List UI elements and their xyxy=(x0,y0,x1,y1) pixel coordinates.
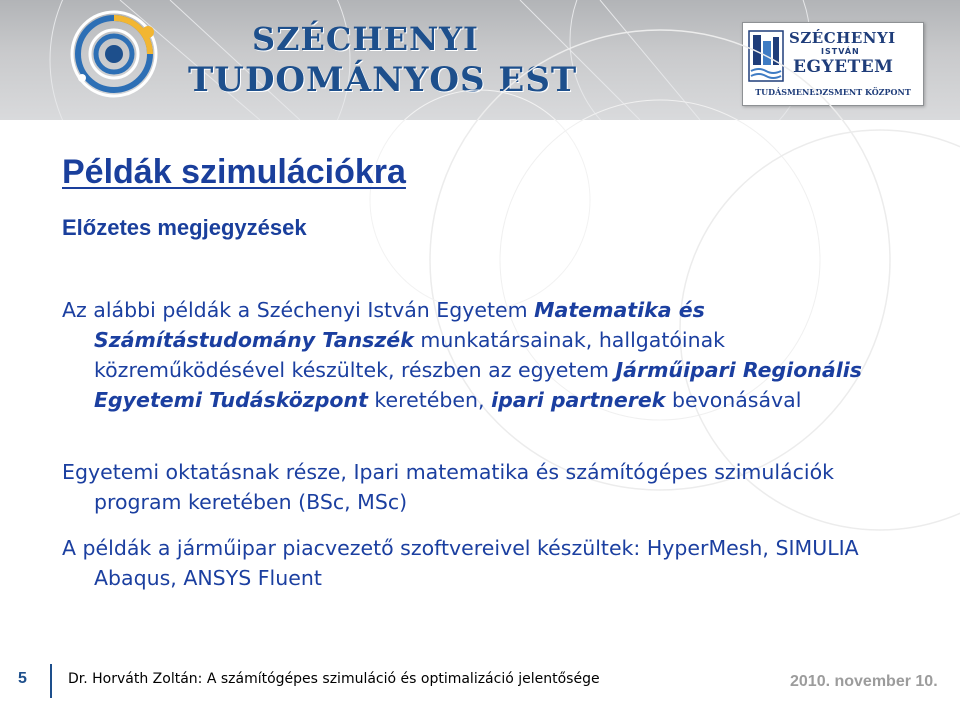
intro-text-3: keretében, xyxy=(367,388,492,412)
paragraph-intro xyxy=(62,295,902,415)
university-name-top: SZÉCHENYI xyxy=(789,29,896,47)
brand-title-line2: TUDOMÁNYOS EST xyxy=(188,60,578,100)
page-number: 5 xyxy=(18,670,27,687)
paragraph-software xyxy=(62,533,902,593)
intro-text-4: bevonásával xyxy=(665,388,802,412)
university-name-bottom: EGYETEM xyxy=(793,57,894,77)
university-subtitle: TUDÁSMENEDZSMENT KÖZPONT xyxy=(755,87,911,97)
slide-title: Példák szimulációkra xyxy=(62,153,406,191)
footer-presenter: Dr. Horváth Zoltán: A számítógépes szimuláció és optimalizáció jelentősége xyxy=(68,671,600,687)
university-emblem-icon xyxy=(747,29,785,83)
paragraph-education xyxy=(62,457,902,517)
software-text: A példák a járműipar piacvezető szoftvereivel készültek: HyperMesh, SIMULIA Abaqus, ANSYS Fluent xyxy=(62,536,859,590)
tudomanyos-est-logo-icon xyxy=(66,4,166,104)
slide-header xyxy=(0,0,960,120)
brand-title-line1: SZÉCHENYI xyxy=(252,20,480,58)
footer-date: 2010. november 10. xyxy=(790,673,938,690)
footer-divider xyxy=(50,664,52,698)
intro-text-2: munkatársainak, hallgatóinak közreműködésével készültek, részben az egyetem xyxy=(94,328,726,382)
intro-text-1: Az alábbi példák a Széchenyi István Egyetem xyxy=(62,298,535,322)
university-name-middle: ISTVÁN xyxy=(821,47,860,56)
intro-emphasis-center: Járműipari Regionális Egyetemi Tudásközpont xyxy=(94,358,862,412)
intro-emphasis-partners: ipari partnerek xyxy=(491,388,666,412)
intro-emphasis-department: Matematika és Számítástudomány Tanszék xyxy=(94,298,705,352)
university-logo xyxy=(742,22,924,106)
education-text: Egyetemi oktatásnak része, Ipari matematika és számítógépes szimulációk program keretében (BSc, MSc) xyxy=(62,460,834,514)
slide-subtitle: Előzetes megjegyzések xyxy=(62,215,307,240)
